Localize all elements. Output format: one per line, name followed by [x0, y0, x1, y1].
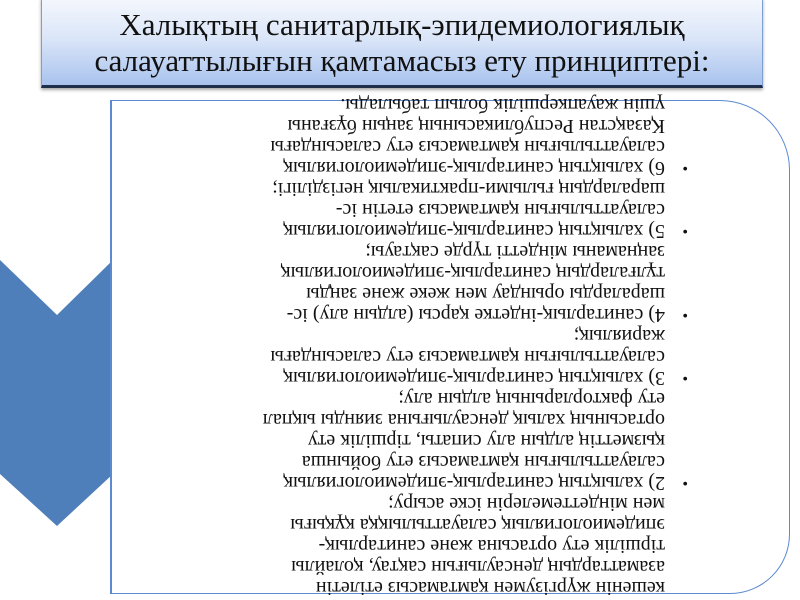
list-item-line: 5) халықтың санитарлық-эпидемиологиялық — [283, 220, 665, 242]
principles-list — [250, 94, 690, 598]
list-item-line: үшін жауапкершілік болып табылады. — [340, 94, 665, 116]
list-item-line: 6) халықтың санитарлық-эпидемиологиялық — [283, 157, 665, 179]
slide-title — [42, 7, 762, 79]
list-item-line: салауаттылығын қамтамасыз ету саласындағы — [270, 136, 665, 158]
list-item — [250, 178, 690, 241]
list-item-line: тұлғалардың санитарлық-эпидемиологиялық — [280, 262, 665, 284]
bullet-icon: • — [682, 474, 688, 491]
list-item-line: салауаттылығын қамтамасыз ету саласындағы — [270, 346, 665, 368]
title-line-2: салауаттылығын қамтамасыз ету принциптері: — [94, 43, 710, 78]
list-item-line: ортасының халық денсаулығына зиянды ықпал — [262, 409, 665, 431]
title-box — [41, 0, 763, 88]
list-item — [250, 493, 690, 598]
list-item-line: салауаттылығын қамтамасыз ететін іс- — [335, 199, 665, 221]
list-item-line: қызметтің алдын алу сипаты, тіршілік ету — [307, 430, 665, 452]
bullet-icon: • — [682, 306, 688, 323]
bullet-icon: • — [682, 369, 688, 386]
list-item-line: мен міндеттемелерін іске асыру; — [388, 493, 665, 515]
list-item-line: азаматтардың денсаулығын сақтау, қолайлы — [291, 556, 665, 578]
list-item-line: 3) халықтың санитарлық-эпидемиологиялық — [283, 367, 665, 389]
list-item-line: жариялық; — [573, 325, 665, 347]
list-item-line: тіршілік ету ортасына және санитарлық- — [318, 535, 665, 557]
list-item-line: шаралардың ғылыми-практикалық негізділігі; — [272, 178, 665, 200]
list-item — [250, 241, 690, 325]
list-item — [250, 325, 690, 388]
list-item — [250, 94, 690, 178]
bullet-icon: • — [682, 222, 688, 239]
list-item-line: заңнаманы міндетті түрде сақтауы; — [365, 241, 665, 263]
list-item-line: 4) санитарлық-індетке қарсы (алдын алу) іс- — [286, 304, 665, 326]
list-item-line: шараларды орындау мен жеке және заңды — [306, 283, 665, 305]
list-item-line: кешенін жүргізумен қамтамасыз етілетін — [315, 577, 665, 599]
list-item-line: Қазақстан Республикасының заңын бұзғаны — [287, 115, 665, 137]
title-line-1: Халықтың санитарлық-эпидемиологиялық — [119, 7, 685, 42]
list-item — [250, 388, 690, 493]
list-item-line: 2) халықтың санитарлық-эпидемиологиялық — [283, 472, 665, 494]
list-item-line: салауаттылығын қамтамасыз ету бойынша — [301, 451, 665, 473]
list-item-line: эпидемиологиялық салауаттылыққа құқығы — [290, 514, 665, 536]
list-item-line: ету факторларының алдын алу; — [398, 388, 665, 410]
bullet-icon: • — [682, 159, 688, 176]
